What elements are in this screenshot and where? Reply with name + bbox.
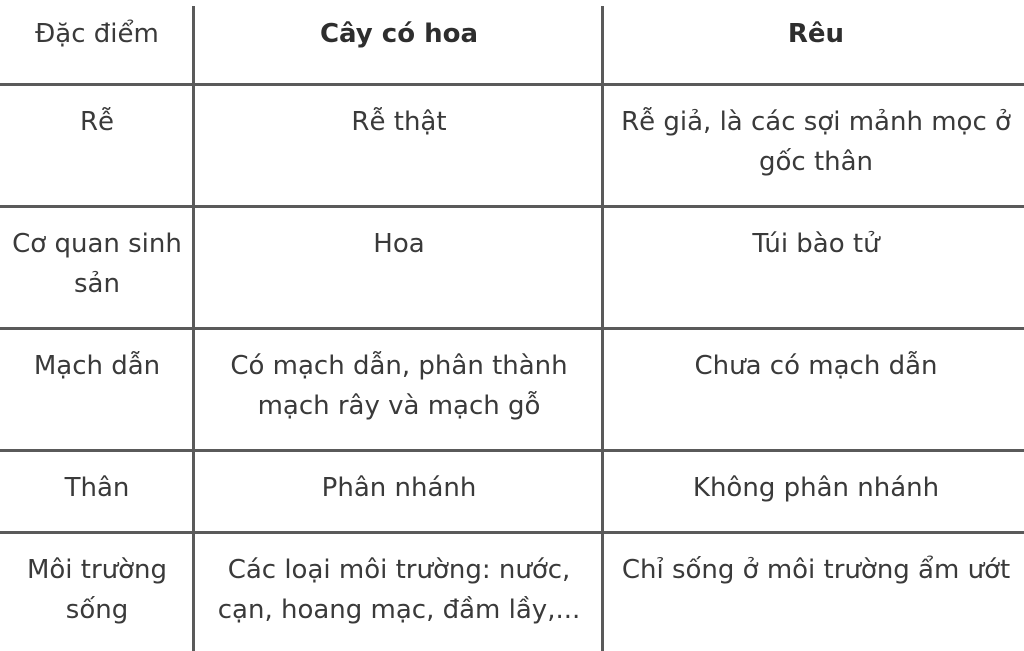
table-cell: Hoa bbox=[373, 229, 425, 259]
table-cell: Các loại môi trường: nước, cạn, hoang mạc, đầm lầy,... bbox=[217, 555, 581, 625]
header-dac-diem: Đặc điểm bbox=[35, 19, 159, 49]
table-row bbox=[0, 534, 1024, 651]
table-cell: Rễ thật bbox=[351, 107, 447, 137]
table-row bbox=[0, 86, 1024, 208]
table-cell: Có mạch dẫn, phân thành mạch rây và mạch gỗ bbox=[230, 351, 568, 421]
table-header-row bbox=[0, 0, 1024, 84]
header-reu: Rêu bbox=[787, 19, 845, 49]
table-cell: Chỉ sống ở môi trường ẩm ướt bbox=[621, 555, 1011, 585]
table-cell: Túi bào tử bbox=[752, 229, 880, 259]
row-label: Rễ bbox=[79, 107, 115, 137]
table-row bbox=[0, 452, 1024, 534]
row-label: Thân bbox=[64, 473, 130, 503]
row-label: Mạch dẫn bbox=[33, 351, 161, 381]
header-cay-co-hoa: Cây có hoa bbox=[319, 19, 479, 49]
row-label: Môi trường sống bbox=[26, 555, 168, 625]
row-divider bbox=[0, 531, 1024, 534]
table-cell: Chưa có mạch dẫn bbox=[694, 351, 938, 381]
column-divider bbox=[601, 6, 604, 651]
table-row bbox=[0, 330, 1024, 450]
row-divider bbox=[0, 205, 1024, 208]
row-divider bbox=[0, 449, 1024, 452]
row-divider bbox=[0, 83, 1024, 86]
table-row bbox=[0, 208, 1024, 330]
row-label: Cơ quan sinh sản bbox=[12, 229, 182, 299]
table-cell: Rễ giả, là các sợi mảnh mọc ở gốc thân bbox=[621, 107, 1011, 177]
table-cell: Không phân nhánh bbox=[692, 473, 940, 503]
row-divider bbox=[0, 327, 1024, 330]
column-divider bbox=[192, 6, 195, 651]
table-cell: Phân nhánh bbox=[321, 473, 477, 503]
